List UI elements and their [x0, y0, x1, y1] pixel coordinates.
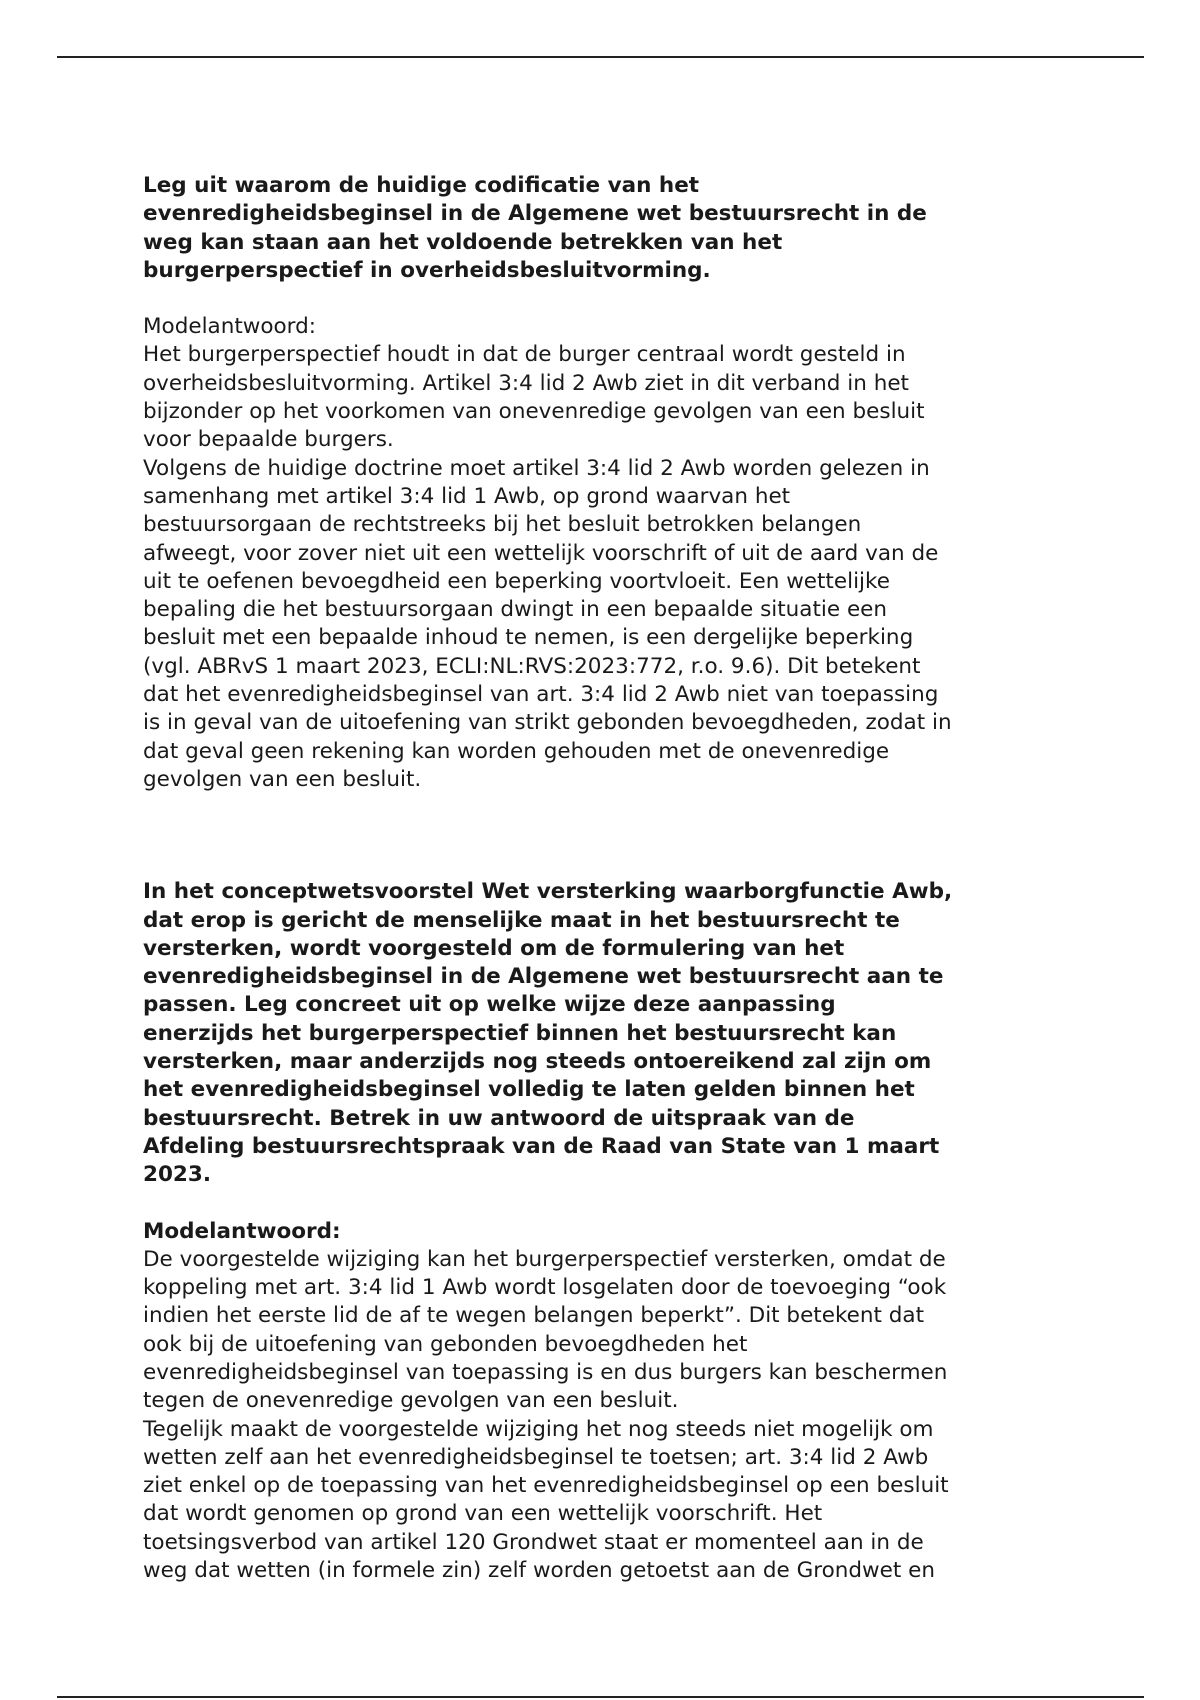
- document-body: [143, 172, 1063, 1585]
- answer-2-line: wetten zelf aan het evenredigheidsbeginsel te toetsen; art. 3:4 lid 2 Awb: [143, 1444, 929, 1470]
- question-1: [143, 172, 1063, 285]
- answer-1-line: afweegt, voor zover niet uit een wettelijk voorschrift of uit de aard van de: [143, 540, 939, 566]
- spacer: [143, 285, 1063, 313]
- answer-1-line: Volgens de huidige doctrine moet artikel 3:4 lid 2 Awb worden gelezen in: [143, 455, 930, 481]
- answer-2-line: ook bij de uitoefening van gebonden bevoegdheden het: [143, 1331, 748, 1357]
- footer-rule: [57, 1696, 1144, 1698]
- question-2: [143, 878, 1063, 1189]
- spacer: [143, 1190, 1063, 1218]
- answer-2-line: tegen de onevenredige gevolgen van een besluit.: [143, 1388, 679, 1414]
- question-1-line: Leg uit waarom de huidige codificatie van het: [143, 173, 700, 198]
- answer-2: [143, 1218, 1063, 1586]
- answer-1-line: bijzonder op het voorkomen van onevenredige gevolgen van een besluit: [143, 399, 925, 425]
- spacer: [143, 794, 1063, 878]
- answer-1-line: overheidsbesluitvorming. Artikel 3:4 lid 2 Awb ziet in dit verband in het: [143, 370, 909, 396]
- answer-1-line: bepaling die het bestuursorgaan dwingt in een bepaalde situatie een: [143, 597, 888, 623]
- question-2-line: dat erop is gericht de menselijke maat in het bestuursrecht te: [143, 907, 900, 933]
- question-2-line: evenredigheidsbeginsel in de Algemene wet bestuursrecht aan te: [143, 964, 944, 990]
- answer-1-line: dat geval geen rekening kan worden gehouden met de onevenredige: [143, 738, 890, 764]
- answer-2-label: Modelantwoord:: [143, 1218, 341, 1244]
- answer-2-line: toetsingsverbod van artikel 120 Grondwet staat er momenteel aan in de: [143, 1529, 924, 1555]
- answer-2-line: koppeling met art. 3:4 lid 1 Awb wordt losgelaten door de toevoeging “ook: [143, 1275, 947, 1301]
- answer-1-line: besluit met een bepaalde inhoud te nemen, is een dergelijke beperking: [143, 625, 914, 651]
- answer-2-line: ziet enkel op de toepassing van het evenredigheidsbeginsel op een besluit: [143, 1473, 949, 1499]
- question-2-line: bestuursrecht. Betrek in uw antwoord de uitspraak van de: [143, 1105, 855, 1131]
- question-2-line: versterken, wordt voorgesteld om de formulering van het: [143, 935, 845, 961]
- question-2-line: het evenredigheidsbeginsel volledig te laten gelden binnen het: [143, 1077, 915, 1103]
- question-2-line: Afdeling bestuursrechtspraak van de Raad van State van 1 maart: [143, 1133, 940, 1159]
- answer-1-line: is in geval van de uitoefening van strikt gebonden bevoegdheden, zodat in: [143, 710, 952, 736]
- answer-2-line: De voorgestelde wijziging kan het burgerperspectief versterken, omdat de: [143, 1246, 946, 1272]
- answer-1-line: voor bepaalde burgers.: [143, 427, 394, 453]
- question-1-line: evenredigheidsbeginsel in de Algemene wet bestuursrecht in de: [143, 201, 927, 227]
- question-1-line: weg kan staan aan het voldoende betrekken van het: [143, 229, 783, 255]
- question-2-line: versterken, maar anderzijds nog steeds ontoereikend zal zijn om: [143, 1049, 932, 1075]
- answer-2-line: Tegelijk maakt de voorgestelde wijziging het nog steeds niet mogelijk om: [143, 1416, 934, 1442]
- answer-1-line: uit te oefenen bevoegdheid een beperking voortvloeit. Een wettelijke: [143, 568, 890, 594]
- answer-2-line: weg dat wetten (in formele zin) zelf worden getoetst aan de Grondwet en: [143, 1558, 935, 1584]
- answer-2-line: evenredigheidsbeginsel van toepassing is en dus burgers kan beschermen: [143, 1359, 948, 1385]
- question-2-line: 2023.: [143, 1162, 212, 1188]
- header-rule: [57, 56, 1144, 58]
- answer-2-line: indien het eerste lid de af te wegen belangen beperkt”. Dit betekent dat: [143, 1303, 925, 1329]
- question-1-line: burgerperspectief in overheidsbesluitvorming.: [143, 257, 711, 283]
- question-2-line: In het conceptwetsvoorstel Wet versterking waarborgfunctie Awb,: [143, 879, 953, 905]
- answer-1-line: samenhang met artikel 3:4 lid 1 Awb, op grond waarvan het: [143, 483, 791, 509]
- answer-1-line: (vgl. ABRvS 1 maart 2023, ECLI:NL:RVS:2023:772, r.o. 9.6). Dit betekent: [143, 653, 921, 679]
- answer-1-line: Het burgerperspectief houdt in dat de burger centraal wordt gesteld in: [143, 342, 906, 368]
- answer-1-line: gevolgen van een besluit.: [143, 766, 422, 792]
- answer-1-line: dat het evenredigheidsbeginsel van art. 3:4 lid 2 Awb niet van toepassing: [143, 682, 939, 708]
- answer-1-line: bestuursorgaan de rechtstreeks bij het besluit betrokken belangen: [143, 512, 862, 538]
- answer-2-line: dat wordt genomen op grond van een wettelijk voorschrift. Het: [143, 1501, 823, 1527]
- answer-1-label: Modelantwoord:: [143, 314, 317, 340]
- answer-1: [143, 313, 1063, 794]
- question-2-line: enerzijds het burgerperspectief binnen het bestuursrecht kan: [143, 1020, 897, 1046]
- question-2-line: passen. Leg concreet uit op welke wijze deze aanpassing: [143, 992, 836, 1018]
